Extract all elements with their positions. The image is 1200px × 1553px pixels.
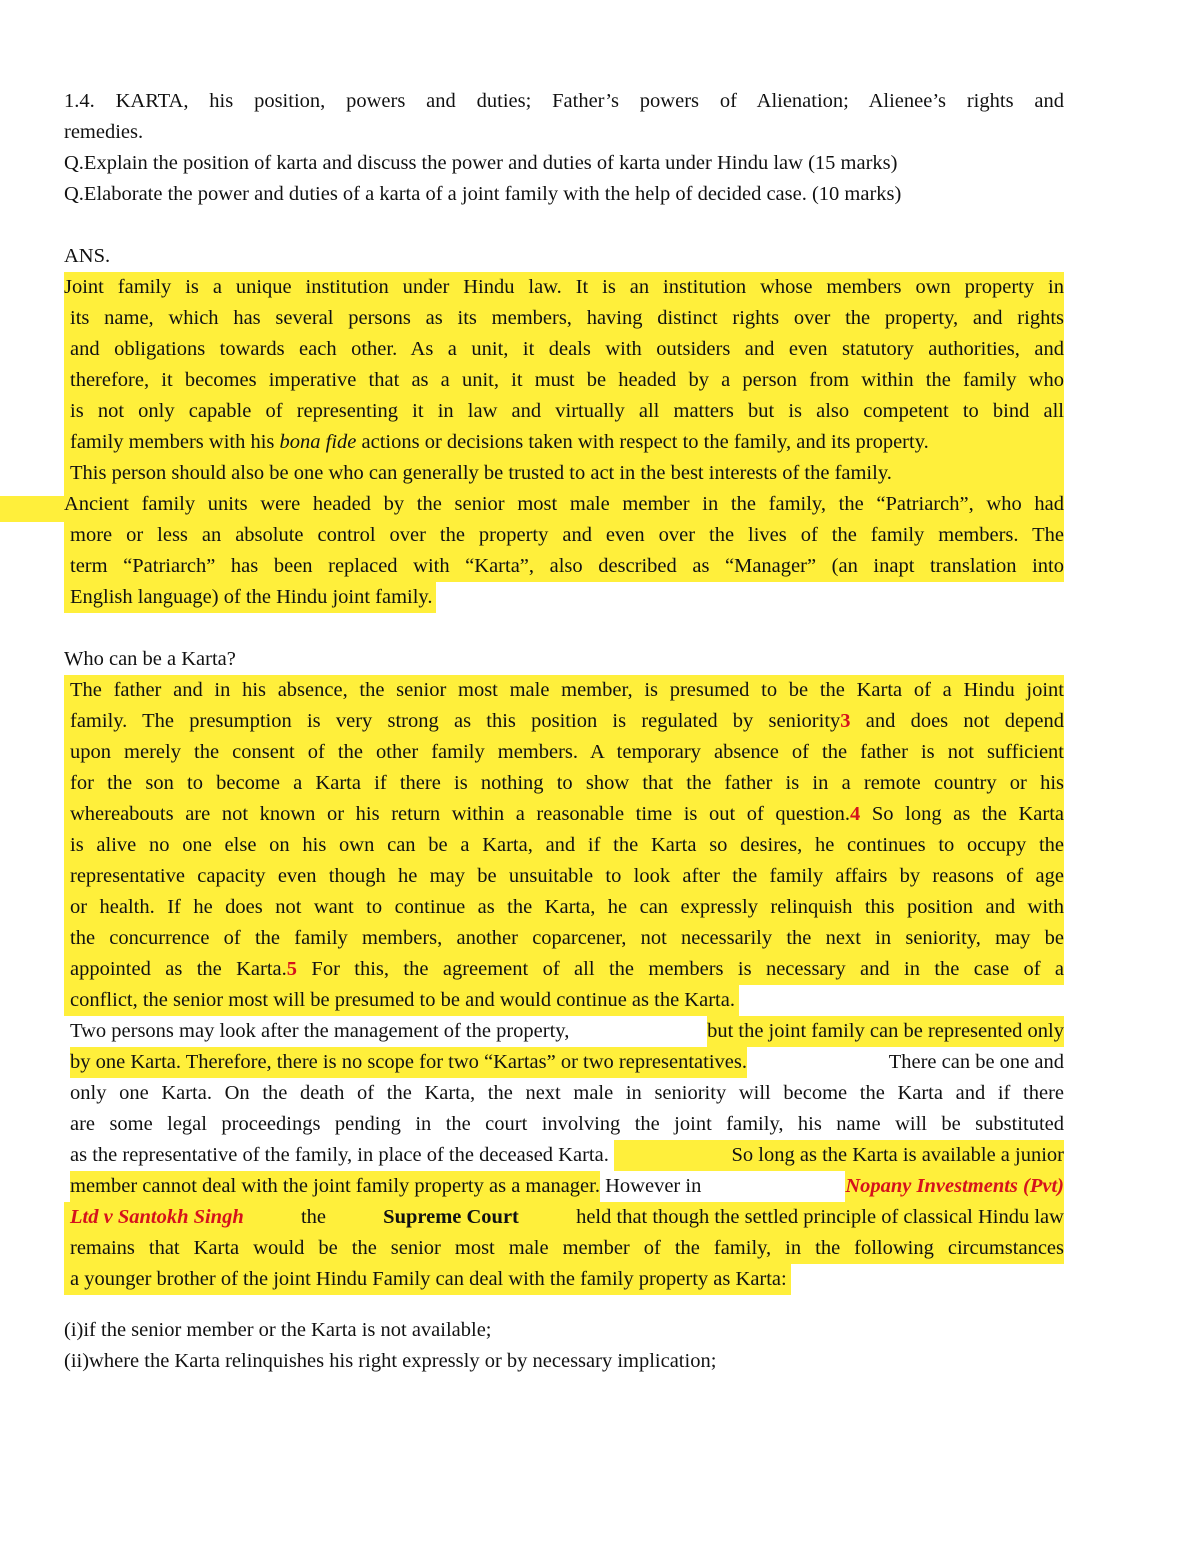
- text-run: and does not depend: [850, 710, 1064, 732]
- text-run: There can be one and: [883, 1051, 1064, 1073]
- text-run: family. The presumption is very strong as this position is regulated by seniority: [70, 710, 841, 732]
- para3-line: upon merely the consent of the other family members. A temporary absence of the father is not sufficient: [64, 737, 1064, 768]
- document-page: [64, 86, 1064, 1377]
- text-run: family members with his: [70, 431, 280, 453]
- highlighted-run: member cannot deal with the joint family property as a manager.: [70, 1171, 600, 1202]
- para1-line: its name, which has several persons as its members, having distinct rights over the property, and rights: [64, 303, 1064, 334]
- case-citation: Ltd v Santokh Singh: [70, 1206, 244, 1228]
- para3-line: representative capacity even though he may be unsuitable to look after the family affairs by reasons of age: [64, 861, 1064, 892]
- text-run: as the representative of the family, in place of the deceased Karta.: [70, 1144, 614, 1166]
- para2-line: more or less an absolute control over the property and even over the lives of the family members. The: [64, 520, 1064, 551]
- para3-line: [64, 706, 1064, 737]
- para3-line: [64, 954, 1064, 985]
- para1-line: Joint family is a unique institution under Hindu law. It is an institution whose members own property in: [64, 272, 1064, 303]
- text-run: held that though the settled principle of classical Hindu law: [570, 1206, 1064, 1228]
- footnote-ref: 4: [850, 803, 861, 825]
- text-run: appointed as the Karta.: [70, 958, 287, 980]
- answer-label: ANS.: [64, 245, 111, 267]
- text-run: actions or decisions taken with respect to the family, and its property.: [356, 431, 929, 453]
- text-run: the: [295, 1206, 332, 1228]
- footnote-ref: 5: [286, 958, 298, 980]
- para3-line: or health. If he does not want to continue as the Karta, he can expressly relinquish this position and with: [64, 892, 1064, 923]
- para4-line: remains that Karta would be the senior most male member of the family, in the following circumstances: [64, 1233, 1064, 1264]
- para2-line: English language) of the Hindu joint family.: [64, 582, 436, 613]
- para4-line: are some legal proceedings pending in the court involving the joint family, his name will be substituted: [70, 1113, 1064, 1135]
- para1-line: This person should also be one who can generally be trusted to act in the best interests of the family.: [64, 458, 1064, 489]
- para4-line: [64, 1140, 1064, 1171]
- para3-line: for the son to become a Karta if there is nothing to show that the father is in a remote country or his: [64, 768, 1064, 799]
- section-heading: Who can be a Karta?: [64, 648, 236, 670]
- question-1: Q.Explain the position of karta and discuss the power and duties of karta under Hindu law (15 marks): [64, 152, 898, 174]
- para4-line: only one Karta. On the death of the Karta, the next male in seniority will become the Karta and if there: [70, 1082, 1064, 1104]
- margin-highlight-mark: [0, 496, 64, 522]
- footnote-ref: 3: [840, 710, 851, 732]
- text-run: whereabouts are not known or his return within a reasonable time is out of question.: [70, 803, 851, 825]
- para3-line: is alive no one else on his own can be a Karta, and if the Karta so desires, he continues to occupy the: [64, 830, 1064, 861]
- para3-line: the concurrence of the family members, another coparcener, not necessarily the next in seniority, may be: [64, 923, 1064, 954]
- para2-line: Ancient family units were headed by the senior most male member in the family, the “Patriarch”, who had: [64, 489, 1064, 520]
- highlighted-run: by one Karta. Therefore, there is no scope for two “Kartas” or two representatives.: [70, 1047, 747, 1078]
- para3-line: The father and in his absence, the senior most male member, is presumed to be the Karta of a Hindu joint: [64, 675, 1064, 706]
- case-citation: Nopany Investments (Pvt): [845, 1171, 1064, 1202]
- para1-line: therefore, it becomes imperative that as a unit, it must be headed by a person from within the family who: [64, 365, 1064, 396]
- para1-line: and obligations towards each other. As a unit, it deals with outsiders and even statutory authorities, and: [64, 334, 1064, 365]
- para4-line: [64, 1202, 1064, 1233]
- highlighted-run: but the joint family can be represented only: [707, 1016, 1064, 1047]
- para3-line: [64, 799, 1064, 830]
- italic-term: bona fide: [279, 431, 357, 453]
- text-run: So long as the Karta: [860, 803, 1065, 825]
- para1-line: [64, 427, 1064, 458]
- para4-line: a younger brother of the joint Hindu Family can deal with the family property as Karta:: [64, 1264, 791, 1295]
- para1-line: is not only capable of representing it in law and virtually all matters but is also competent to bind all: [64, 396, 1064, 427]
- question-2: Q.Elaborate the power and duties of a karta of a joint family with the help of decided case. (10 marks): [64, 183, 902, 205]
- bold-term: Supreme Court: [383, 1206, 519, 1228]
- list-item: (i)if the senior member or the Karta is not available;: [64, 1319, 492, 1341]
- para4-line: [64, 1047, 1064, 1078]
- text-run: [600, 1171, 1064, 1202]
- heading-line-2: remedies.: [64, 121, 144, 143]
- para2-line: term “Patriarch” has been replaced with “Karta”, also described as “Manager” (an inapt translation into: [64, 551, 1064, 582]
- para4-line: [64, 1016, 1064, 1047]
- text-run: However in: [599, 1175, 707, 1197]
- text-run: Two persons may look after the management of the property,: [70, 1020, 575, 1042]
- highlighted-run: So long as the Karta is available a junior: [614, 1140, 1064, 1171]
- text-run: For this, the agreement of all the members is necessary and in the case of a: [297, 958, 1065, 980]
- para3-line: conflict, the senior most will be presumed to be and would continue as the Karta.: [64, 985, 739, 1016]
- para4-line: [64, 1171, 1064, 1202]
- heading-line-1: 1.4. KARTA, his position, powers and duties; Father’s powers of Alienation; Alienee’s rights and: [64, 90, 1064, 112]
- list-item: (ii)where the Karta relinquishes his right expressly or by necessary implication;: [64, 1350, 717, 1372]
